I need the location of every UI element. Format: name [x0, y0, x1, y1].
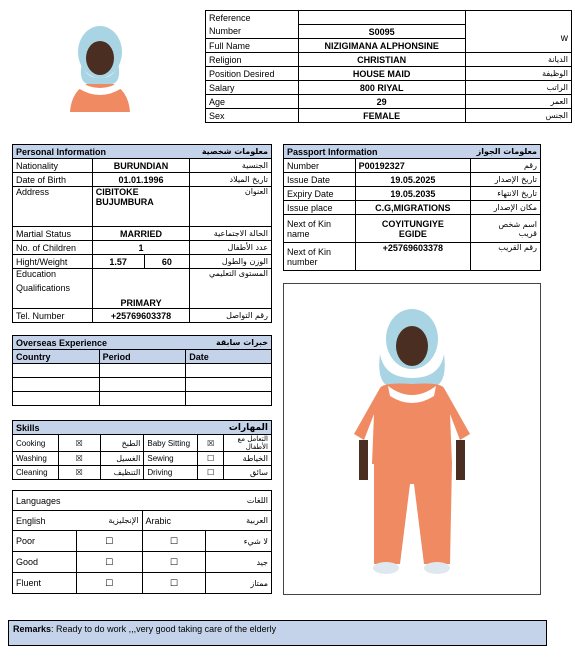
header-table: [205, 10, 572, 123]
overseas-cell: [99, 392, 186, 406]
address-line-2: BUJUMBURA: [95, 197, 154, 207]
remarks-text: : Ready to do work ,,,very good taking care of the elderly: [51, 624, 277, 634]
arabic-good-checkbox[interactable]: ☐: [142, 552, 206, 573]
tel-arabic: رقم التواصل: [190, 309, 272, 323]
address-arabic: العنوان: [190, 187, 272, 227]
remarks-box: [8, 620, 547, 646]
skill-cooking-label: Cooking: [13, 435, 59, 452]
expiry-date-label: Expiry Date: [284, 187, 356, 201]
english-poor-checkbox[interactable]: ☐: [76, 531, 142, 552]
languages-table: [12, 490, 272, 594]
education-arabic: المستوى التعليمي: [190, 269, 272, 309]
passport-number-arabic: رقم: [471, 159, 541, 173]
issue-place-label: Issue place: [284, 201, 356, 215]
weight-value: 60: [144, 255, 190, 269]
dob-arabic: تاريخ الميلاد: [190, 173, 272, 187]
language-arabic-arabic: العربية: [206, 511, 272, 531]
kin-number-label-line-2: number: [287, 256, 318, 267]
language-english-label: English: [13, 511, 77, 531]
reference-number: S0095: [298, 25, 465, 39]
skill-cooking-arabic: الطبخ: [100, 435, 144, 452]
full-name-value: NIZIGIMANA ALPHONSINE: [298, 39, 465, 53]
english-fluent-checkbox[interactable]: ☐: [76, 573, 142, 594]
dob-label: Date of Birth: [13, 173, 93, 187]
skill-cleaning-label: Cleaning: [13, 466, 59, 480]
overseas-cell: [99, 378, 186, 392]
skill-sewing-label: Sewing: [144, 452, 198, 466]
kin-number-value: +25769603378: [355, 243, 470, 271]
passport-number-value: P00192327: [355, 159, 470, 173]
skill-cleaning-checkbox[interactable]: ☒: [58, 466, 100, 480]
language-english-arabic: الإنجليزية: [76, 511, 142, 531]
nationality-arabic: الجنسية: [190, 159, 272, 173]
overseas-cell: [186, 378, 272, 392]
age-value: 29: [298, 95, 465, 109]
skill-washing-checkbox[interactable]: ☒: [58, 452, 100, 466]
full-name-label: Full Name: [206, 39, 299, 53]
kin-name-value: [355, 215, 470, 243]
kin-name-arabic: [471, 215, 541, 243]
kin-number-label: [284, 243, 356, 271]
skill-babysitting-label: Baby Sitting: [144, 435, 198, 452]
passport-info-table: [283, 144, 541, 271]
overseas-col-country: Country: [13, 350, 100, 364]
height-value: 1.57: [92, 255, 144, 269]
overseas-col-period: Period: [99, 350, 186, 364]
overseas-cell: [99, 364, 186, 378]
skill-driving-label: Driving: [144, 466, 198, 480]
education-label: Education: [16, 269, 57, 279]
religion-value: CHRISTIAN: [298, 53, 465, 67]
kin-number-arabic: رقم القريب: [471, 243, 541, 271]
religion-label: Religion: [206, 53, 299, 67]
overseas-cell: [13, 378, 100, 392]
education-value: PRIMARY: [92, 269, 189, 309]
salary-label: Salary: [206, 81, 299, 95]
expiry-date-value: 19.05.2035: [355, 187, 470, 201]
nationality-label: Nationality: [13, 159, 93, 173]
candidate-photo-small: [60, 22, 140, 112]
arabic-fluent-checkbox[interactable]: ☐: [142, 573, 206, 594]
nationality-value: BURUNDIAN: [92, 159, 189, 173]
languages-title: Languages: [13, 491, 143, 511]
kin-name-line-2: EGIDE: [398, 228, 427, 239]
address-line-1: CIBITOKE: [95, 187, 139, 197]
reference-label-2: Number: [206, 25, 299, 39]
overseas-cell: [186, 364, 272, 378]
level-good-arabic: جيد: [206, 552, 272, 573]
language-arabic-label: Arabic: [142, 511, 206, 531]
religion-arabic: الديانة: [465, 53, 571, 67]
personal-info-title: Personal Information: [13, 145, 145, 159]
personal-info-title-arabic: معلومات شخصية: [144, 145, 271, 159]
issue-place-arabic: مكان الإصدار: [471, 201, 541, 215]
level-poor-label: Poor: [13, 531, 77, 552]
tel-label: Tel. Number: [13, 309, 93, 323]
issue-date-value: 19.05.2025: [355, 173, 470, 187]
skill-babysitting-checkbox[interactable]: ☒: [198, 435, 224, 452]
qualifications-label: Qualifications: [16, 283, 71, 293]
skill-cleaning-arabic: التنظيف: [100, 466, 144, 480]
kin-number-label-line-1: Next of Kin: [287, 246, 332, 257]
overseas-cell: [13, 364, 100, 378]
kin-name-label: [284, 215, 356, 243]
kin-name-label-line-1: Next of Kin: [287, 218, 332, 229]
english-good-checkbox[interactable]: ☐: [76, 552, 142, 573]
position-value: HOUSE MAID: [298, 67, 465, 81]
languages-title-arabic: اللغات: [142, 491, 271, 511]
side-letter: w: [465, 25, 571, 53]
skill-driving-arabic: سائق: [224, 466, 272, 480]
dob-value: 01.01.1996: [92, 173, 189, 187]
skill-washing-arabic: الغسيل: [100, 452, 144, 466]
arabic-poor-checkbox[interactable]: ☐: [142, 531, 206, 552]
overseas-title-arabic: خبرات سابقة: [186, 336, 272, 350]
skill-sewing-arabic: الخياطة: [224, 452, 272, 466]
height-weight-arabic: الوزن والطول: [190, 255, 272, 269]
skills-title-arabic: المهارات: [198, 421, 272, 435]
level-fluent-label: Fluent: [13, 573, 77, 594]
skill-cooking-checkbox[interactable]: ☒: [58, 435, 100, 452]
sex-value: FEMALE: [298, 109, 465, 123]
overseas-title: Overseas Experience: [13, 336, 186, 350]
salary-value: 800 RIYAL: [298, 81, 465, 95]
age-arabic: العمر: [465, 95, 571, 109]
position-arabic: الوظيفة: [465, 67, 571, 81]
level-fluent-arabic: ممتاز: [206, 573, 272, 594]
education-label-cell: [13, 269, 93, 309]
remarks-label: Remarks: [13, 624, 52, 634]
children-arabic: عدد الأطفال: [190, 241, 272, 255]
overseas-table: [12, 335, 272, 406]
overseas-cell: [13, 392, 100, 406]
kin-name-arabic-line-2: قريب: [518, 228, 537, 238]
issue-date-arabic: تاريخ الإصدار: [471, 173, 541, 187]
salary-arabic: الراتب: [465, 81, 571, 95]
level-good-label: Good: [13, 552, 77, 573]
passport-info-title: Passport Information: [284, 145, 471, 159]
candidate-photo-full: [283, 283, 541, 595]
overseas-col-date: Date: [186, 350, 272, 364]
reference-label: Reference: [206, 11, 299, 25]
kin-name-label-line-2: name: [287, 228, 310, 239]
sex-arabic: الجنس: [465, 109, 571, 123]
skill-driving-checkbox[interactable]: ☐: [198, 466, 224, 480]
skills-table: [12, 420, 272, 480]
passport-number-label: Number: [284, 159, 356, 173]
overseas-cell: [186, 392, 272, 406]
age-label: Age: [206, 95, 299, 109]
passport-info-title-arabic: معلومات الجواز: [471, 145, 541, 159]
position-label: Position Desired: [206, 67, 299, 81]
address-value: [92, 187, 189, 227]
marital-value: MARRIED: [92, 227, 189, 241]
skill-babysitting-arabic: التعامل مع الأطفال: [224, 435, 272, 452]
tel-value: +25769603378: [92, 309, 189, 323]
personal-info-table: [12, 144, 272, 323]
marital-arabic: الحالة الاجتماعية: [190, 227, 272, 241]
children-label: No. of Children: [13, 241, 93, 255]
expiry-date-arabic: تاريخ الانتهاء: [471, 187, 541, 201]
address-label: Address: [13, 187, 93, 227]
skills-title: Skills: [13, 421, 198, 435]
issue-date-label: Issue Date: [284, 173, 356, 187]
skill-washing-label: Washing: [13, 452, 59, 466]
kin-name-arabic-line-1: اسم شخص: [498, 219, 537, 229]
issue-place-value: C.G,MIGRATIONS: [355, 201, 470, 215]
skill-sewing-checkbox[interactable]: ☐: [198, 452, 224, 466]
sex-label: Sex: [206, 109, 299, 123]
height-weight-label: Hight/Weight: [13, 255, 93, 269]
marital-label: Martial Status: [13, 227, 93, 241]
kin-name-line-1: COYITUNGIYE: [381, 218, 444, 229]
level-poor-arabic: لا شيء: [206, 531, 272, 552]
children-value: 1: [92, 241, 189, 255]
